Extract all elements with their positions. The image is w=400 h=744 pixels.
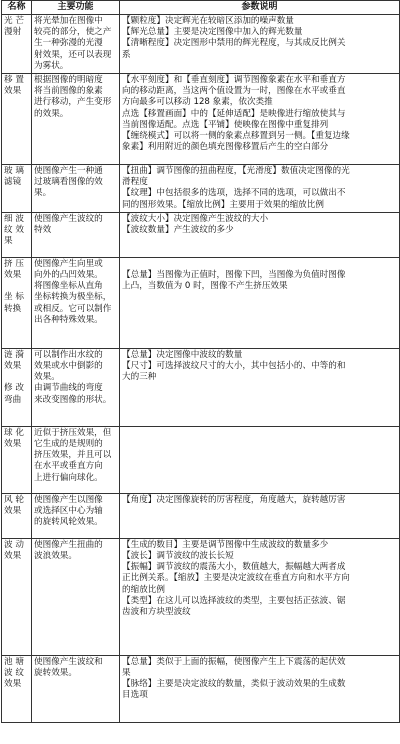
- cell-line: 弯曲: [4, 394, 22, 405]
- table-row: [2, 74, 400, 165]
- cell-line: 正比例关系。【缩放】主要是决定波纹在垂直方向和水平方向: [122, 573, 350, 584]
- cell-line: 【波长】调节波纹的波长长短: [122, 551, 234, 562]
- function-cell: [32, 165, 120, 213]
- cell-line: 坐 标: [4, 292, 24, 303]
- cell-line: 使图像产生波纹的: [34, 213, 103, 224]
- cell-line: 波 动: [4, 539, 24, 550]
- cell-line: [4, 372, 29, 383]
- table-row: [2, 212, 400, 257]
- cell-line: 果: [122, 668, 131, 679]
- function-cell: [32, 348, 120, 426]
- cell-line: 根据图像的明暗度: [34, 75, 103, 86]
- cell-line: 使图像产生扭曲的: [34, 539, 103, 550]
- name-cell: [2, 15, 32, 74]
- cell-line: 系: [122, 49, 131, 60]
- cell-line: 【辉光总量】主要是决定图像中加入的辉光数量: [122, 27, 303, 38]
- cell-line: 使图像产生向里或: [34, 258, 103, 269]
- function-cell: [32, 212, 120, 257]
- params-cell: [120, 165, 400, 213]
- cell-line: 挤压效果，并且可以: [34, 450, 112, 461]
- name-cell: [2, 538, 32, 655]
- cell-line: 目选项: [122, 690, 148, 701]
- cell-line: 【生成的数目】主要是调节图像中生成波纹的数量多少: [122, 539, 329, 550]
- cell-line: 挤 压: [4, 258, 24, 269]
- cell-line: 生一种弥漫的光漫: [34, 38, 103, 49]
- document-page: [1, 0, 399, 723]
- cell-line: 将当前图像的象素: [34, 86, 103, 97]
- cell-line: 效果或水中倒影的: [34, 361, 103, 372]
- cell-line: 射效果，还可以表现: [34, 49, 112, 60]
- params-cell: [120, 212, 400, 257]
- cell-line: 进行移动，产生变形: [34, 97, 112, 108]
- header-function: 主要功能: [32, 1, 120, 15]
- cell-line: 坐标转换为极坐标，: [34, 292, 112, 303]
- cell-line: 象素】利用附近的颜色填充图像移置后产生的空白部分: [122, 142, 329, 153]
- cell-line: 【扭曲】调节图像的扭曲程度，【光滑度】数值决定图像的光: [122, 166, 350, 177]
- table-row: [2, 655, 400, 722]
- cell-line: 【脉络】主要是决定波纹的数量，类似于波动效果的生成数: [122, 679, 346, 690]
- cell-line: [122, 259, 397, 270]
- cell-line: [4, 281, 29, 292]
- cell-line: 上进行偏向球化。: [34, 472, 103, 483]
- function-cell: [32, 257, 120, 348]
- cell-line: 转换: [4, 303, 22, 314]
- cell-line: 上凸，当数值为 0 时，图像不产生挤压效果: [122, 281, 288, 292]
- cell-line: 【振幅】调节波纹的震荡大小，数值越大，振幅越大两者成: [122, 562, 346, 573]
- params-cell: [120, 426, 400, 493]
- cell-line: 【清晰程度】决定图形中禁用的辉光程度，与其成反比例关: [122, 38, 346, 49]
- cell-line: 滤镜: [4, 177, 22, 188]
- cell-line: 纹 效: [4, 225, 24, 236]
- params-cell: [120, 538, 400, 655]
- cell-line: 光 芒: [4, 16, 24, 26]
- cell-line: 或选择区中心为轴: [34, 506, 103, 517]
- cell-line: 使图像产生波纹和: [34, 656, 103, 667]
- cell-line: 【总量】类似于上面的振幅，使图像产生上下震荡的起伏效: [122, 656, 346, 667]
- cell-line: 修 改: [4, 383, 24, 394]
- table-body: [2, 15, 400, 723]
- cell-line: 【波纹大小】决定图像产生波纹的大小: [122, 213, 269, 224]
- table-row: [2, 538, 400, 655]
- cell-line: 效果: [4, 361, 22, 372]
- name-cell: [2, 212, 32, 257]
- cell-line: 效果。: [34, 372, 60, 383]
- function-cell: [32, 74, 120, 165]
- cell-line: 方向最多可以移动 128 象素，依次类推: [122, 97, 273, 108]
- cell-line: 特效: [34, 225, 52, 236]
- cell-line: 效果: [4, 270, 22, 281]
- params-cell: [120, 15, 400, 74]
- cell-line: 使图像产生以图像: [34, 494, 103, 505]
- cell-line: 使图像产生一种通: [34, 166, 103, 177]
- cell-line: 齿波和方块型波纹: [122, 607, 191, 618]
- name-cell: [2, 426, 32, 493]
- cell-line: 效果: [4, 506, 22, 517]
- cell-line: 向的移动距离，当这两个值设置为一时，图像在水平或垂直: [122, 86, 346, 97]
- name-cell: [2, 655, 32, 722]
- function-cell: [32, 493, 120, 538]
- function-cell: [32, 15, 120, 74]
- cell-line: 效果: [4, 86, 22, 97]
- cell-line: 效果: [4, 679, 22, 690]
- cell-line: 旋转效果。: [34, 668, 77, 679]
- cell-line: 由调节曲线的弯度: [34, 383, 103, 394]
- cell-line: 出各种特殊效果。: [34, 314, 103, 325]
- cell-line: 【类型】在这儿可以选择波纹的类型，主要包括正弦波、锯: [122, 595, 346, 606]
- cell-line: 将光晕加在图像中: [34, 16, 103, 26]
- table-row: [2, 165, 400, 213]
- cell-line: 【总量】当图像为正值时，图像下凹，当图像为负值时图像: [122, 270, 346, 281]
- cell-line: 【总量】决定图像中波纹的数量: [122, 349, 243, 360]
- cell-line: 过玻璃看图像的效: [34, 177, 103, 188]
- cell-line: 玻 璃: [4, 166, 24, 177]
- cell-line: [122, 428, 397, 439]
- params-cell: [120, 493, 400, 538]
- cell-line: 同的图形效果。【缩放比例】主要用于效果的缩放比例: [122, 199, 324, 210]
- cell-line: 的旋转风轮效果。: [34, 517, 103, 528]
- params-cell: [120, 257, 400, 348]
- cell-line: 效果: [4, 551, 22, 562]
- cell-line: 果: [4, 236, 13, 247]
- cell-line: 滑程度: [122, 177, 148, 188]
- cell-line: 当前图像适配。点选【平铺】使映像在图像中重复排列: [122, 119, 329, 130]
- table-row: [2, 257, 400, 348]
- cell-line: 移 置: [4, 75, 24, 86]
- filter-effects-table: [1, 0, 400, 723]
- cell-line: 果。: [34, 188, 52, 199]
- cell-line: 漫射: [4, 27, 22, 38]
- cell-line: 大的三种: [122, 372, 157, 383]
- cell-line: 的缩放比例: [122, 584, 165, 595]
- cell-line: 【纹理】中包括很多的选项，选择不同的选项，可以做出不: [122, 188, 346, 199]
- cell-line: 【角度】决定图像旋转的厉害程度，角度越大，旋转越厉害: [122, 494, 346, 505]
- cell-line: 向外的凸凹效果。: [34, 270, 103, 281]
- cell-line: 来改变图像的形状。: [34, 394, 112, 405]
- name-cell: [2, 74, 32, 165]
- function-cell: [32, 655, 120, 722]
- cell-line: 涟 漪: [4, 349, 24, 360]
- cell-line: 池 塘: [4, 656, 24, 667]
- cell-line: 细 波: [4, 213, 24, 224]
- header-params: 参数说明: [120, 1, 400, 15]
- cell-line: 效果: [4, 439, 22, 450]
- cell-line: 【水平刻度】和【垂直刻度】调节图像象素在水平和垂直方: [122, 75, 346, 86]
- table-row: [2, 348, 400, 426]
- cell-line: 的效果。: [34, 108, 69, 119]
- cell-line: 【波纹数量】产生波纹的多少: [122, 225, 234, 236]
- cell-line: 可以制作出水纹的: [34, 349, 103, 360]
- cell-line: 或相反。它可以制作: [34, 303, 112, 314]
- name-cell: [2, 257, 32, 348]
- cell-line: 近似于挤压效果，但: [34, 427, 112, 438]
- cell-line: 波浪效果。: [34, 551, 77, 562]
- cell-line: 点选【移置画面】中的【延伸适配】是映像进行缩放使其与: [122, 108, 346, 119]
- table-row: [2, 15, 400, 74]
- cell-line: 将图像坐标从直角: [34, 281, 103, 292]
- cell-line: 它生成的是规则的: [34, 439, 103, 450]
- cell-line: 【颗粒度】决定辉光在较暗区添加的噪声数量: [122, 16, 294, 26]
- table-header-row: [2, 1, 400, 15]
- function-cell: [32, 426, 120, 493]
- cell-line: 波 纹: [4, 668, 24, 679]
- cell-line: 风 轮: [4, 494, 24, 505]
- name-cell: [2, 493, 32, 538]
- params-cell: [120, 655, 400, 722]
- params-cell: [120, 74, 400, 165]
- cell-line: 【缠绕模式】可以将一侧的象素点移置到另一侧。【重复边缘: [122, 131, 350, 142]
- table-row: [2, 493, 400, 538]
- cell-line: 为雾状。: [34, 60, 69, 71]
- cell-line: 较亮的部分，使之产: [34, 27, 112, 38]
- cell-line: 在水平或垂直方向: [34, 461, 103, 472]
- cell-line: 【尺寸】可选择波纹尺寸的大小，其中包括小的、中等的和: [122, 361, 346, 372]
- name-cell: [2, 348, 32, 426]
- params-cell: [120, 348, 400, 426]
- header-name: 名称: [2, 1, 32, 15]
- cell-line: 球 化: [4, 427, 24, 438]
- function-cell: [32, 538, 120, 655]
- table-row: [2, 426, 400, 493]
- name-cell: [2, 165, 32, 213]
